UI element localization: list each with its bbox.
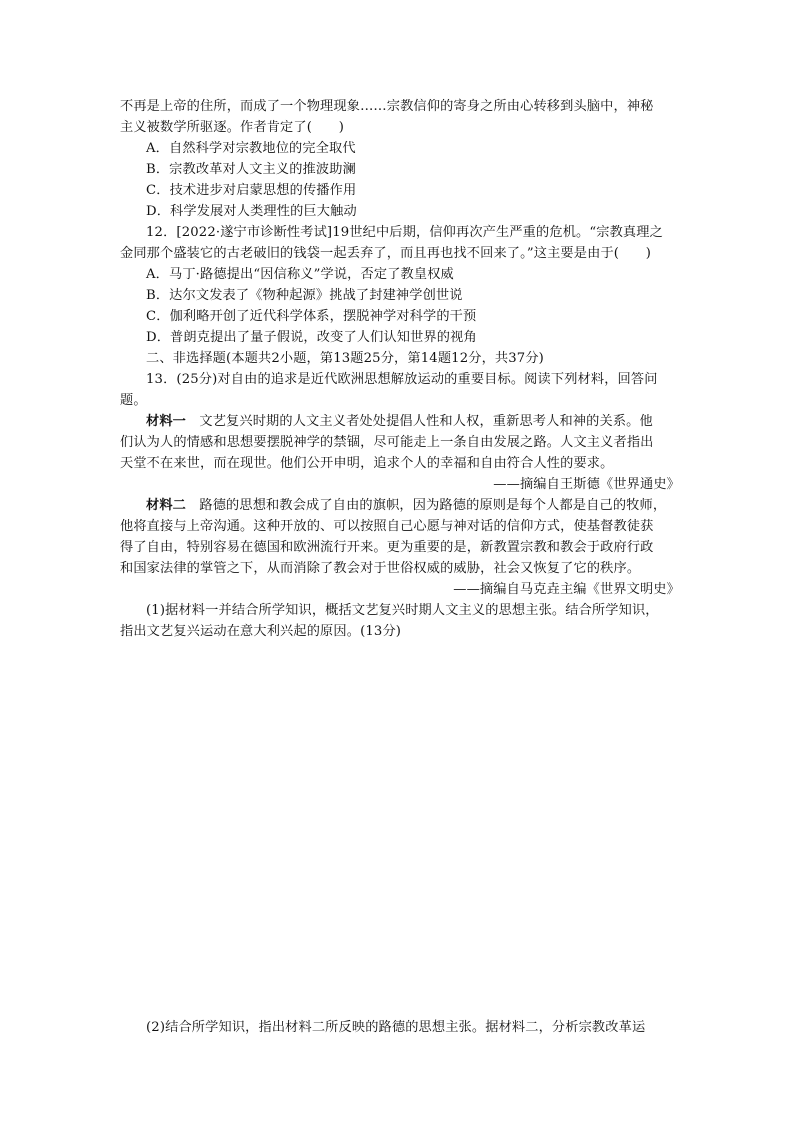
- material-2-line-4: 和国家法律的掌管之下，从而消除了教会对于世俗权威的威胁，社会又恢复了它的秩序。: [120, 561, 641, 576]
- material-2-text-1: 路德的思想和教会成了自由的旗帜，因为路德的原则是每个人都是自己的牧师，: [186, 498, 667, 513]
- q13-sub1-line-2: 指出文艺复兴运动在意大利兴起的原因。(13分): [120, 624, 402, 639]
- material-2-line-1: [146, 495, 706, 516]
- q11-option-b: B．宗教改革对人文主义的推波助澜: [146, 162, 356, 177]
- q13-sub2-line-1: (2)结合所学知识，指出材料二所反映的路德的思想主张。据材料二，分析宗教改革运: [146, 1020, 646, 1035]
- section-2-heading: 二、非选择题(本题共2小题，第13题25分，第14题12分，共37分): [146, 351, 544, 366]
- material-2-label: 材料二: [146, 498, 187, 513]
- material-2-line-3: 得了自由，特别容易在德国和欧洲流行开来。更为重要的是，新教置宗教和教会于政府行政: [120, 540, 654, 555]
- q11-option-d: D．科学发展对人类理性的巨大触动: [146, 204, 357, 219]
- q11-stem-line-2: 主义被数学所驱逐。作者肯定了( ): [120, 120, 344, 135]
- material-1-line-2: 们认为人的情感和思想要摆脱神学的禁锢，尽可能走上一条自由发展之路。人文主义者指出: [120, 435, 654, 450]
- material-1-line-3: 天堂不在来世，而在现世。他们公开申明，追求个人的幸福和自由符合人性的要求。: [120, 456, 614, 471]
- q13-sub1-line-1: (1)据材料一并结合所学知识，概括文艺复兴时期人文主义的思想主张。结合所学知识，: [146, 603, 659, 618]
- q13-stem-line-2: 题。: [120, 393, 147, 408]
- q12-option-b: B．达尔文发表了《物种起源》挑战了封建神学创世说: [146, 288, 463, 303]
- q12-option-a: A．马丁·路德提出“因信称义”学说，否定了教皇权威: [146, 267, 454, 282]
- q11-stem-line-1: 不再是上帝的住所，而成了一个物理现象……宗教信仰的寄身之所由心转移到头脑中，神秘: [120, 99, 654, 114]
- material-1-source: ——摘编自王斯德《世界通史》: [493, 477, 680, 492]
- q12-option-c: C．伽利略开创了近代科学体系，摆脱神学对科学的干预: [146, 309, 477, 324]
- q12-stem-line-1: 12．[2022·遂宁市诊断性考试]19世纪中后期，信仰再次产生严重的危机。“宗教真理之: [146, 225, 663, 240]
- q12-stem-line-2: 金同那个盛装它的古老破旧的钱袋一起丢弃了，而且再也找不回来了。”这主要是由于( ): [120, 246, 652, 261]
- q11-option-c: C．技术进步对启蒙思想的传播作用: [146, 183, 357, 198]
- answer-space: [120, 650, 680, 1010]
- q12-option-d: D．普朗克提出了量子假说，改变了人们认知世界的视角: [146, 330, 477, 345]
- material-1-label: 材料一: [146, 414, 187, 429]
- material-1-text-1: 文艺复兴时期的人文主义者处处提倡人性和人权，重新思考人和神的关系。他: [186, 414, 653, 429]
- q11-option-a: A．自然科学对宗教地位的完全取代: [146, 141, 356, 156]
- material-2-line-2: 他将直接与上帝沟通。这种开放的、可以按照自己心愿与神对话的信仰方式，使基督教徒获: [120, 519, 654, 534]
- material-2-source: ——摘编自马克垚主编《世界文明史》: [453, 582, 680, 597]
- q13-stem-line-1: 13．(25分)对自由的追求是近代欧洲思想解放运动的重要目标。阅读下列材料，回答问: [146, 372, 658, 387]
- material-1-line-1: [146, 411, 706, 432]
